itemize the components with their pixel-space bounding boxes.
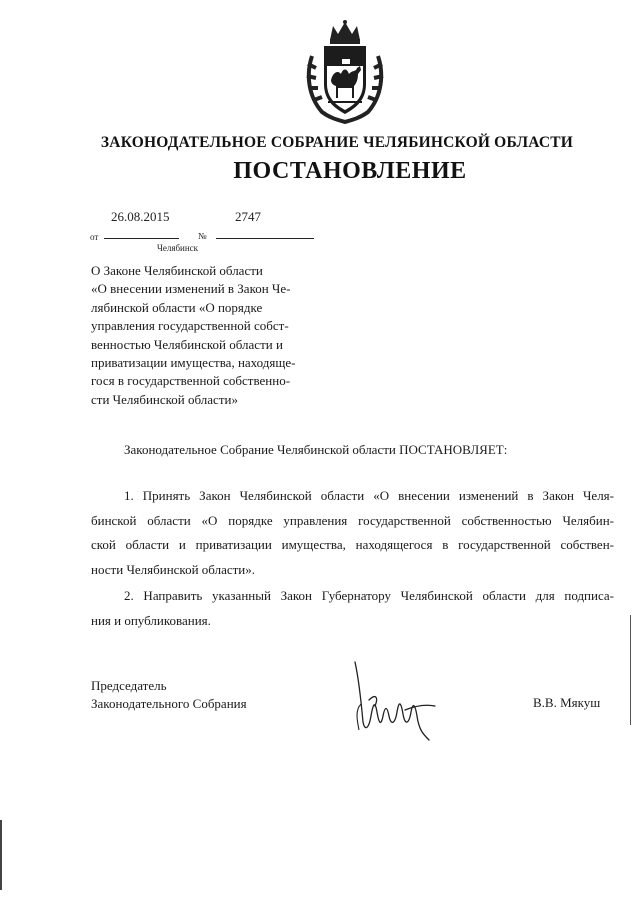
organization-title: ЗАКОНОДАТЕЛЬНОЕ СОБРАНИЕ ЧЕЛЯБИНСКОЙ ОБЛАСТИ — [100, 134, 574, 151]
number-underline — [216, 238, 314, 239]
position-line: Законодательного Собрания — [91, 696, 247, 711]
item-1-paragraph — [91, 484, 614, 582]
paragraph-line: ния и опубликования. — [91, 612, 211, 628]
subject-line: О Законе Челябинской области — [91, 263, 263, 278]
item-2-paragraph — [91, 584, 614, 633]
decree-statement: Законодательное Собрание Челябинской области ПОСТАНОВЛЯЕТ: — [124, 442, 508, 457]
scan-artifact-line — [0, 820, 2, 890]
paragraph-line: 1. Принять Закон Челябинской области «О внесении изменений в Закон Челя- — [124, 488, 614, 503]
coat-of-arms-icon — [300, 14, 390, 126]
subject-line: лябинской области «О порядке — [91, 299, 263, 315]
subject-line: гося в государственной собственно- — [91, 373, 291, 389]
subject-line: «О внесении изменений в Закон Че- — [91, 281, 291, 297]
signatory-position — [91, 677, 247, 713]
paragraph-line: ности Челябинской области». — [91, 561, 255, 577]
paragraph-line: 2. Направить указанный Закон Губернатору Челябинской области для подписа- — [124, 588, 614, 603]
number-label: № — [198, 231, 207, 241]
subject-line: управления государственной собст- — [91, 318, 289, 334]
date-underline — [104, 238, 179, 239]
subject-line: венностью Челябинской области и — [91, 336, 283, 352]
paragraph-line: бинской области «О порядке управления государственной собственностью Челябин- — [91, 512, 614, 528]
scan-artifact-line — [630, 615, 631, 725]
city-label: Челябинск — [157, 243, 199, 253]
subject-line: сти Челябинской области» — [91, 391, 238, 407]
document-subject — [91, 262, 319, 409]
document-type-title: ПОСТАНОВЛЕНИЕ — [233, 158, 467, 184]
paragraph-line: ской области и приватизации имущества, находящегося в государственной собствен- — [91, 537, 614, 553]
from-label: от — [90, 232, 99, 242]
handwritten-signature-icon — [345, 660, 445, 750]
document-date: 26.08.2015 — [111, 209, 170, 224]
subject-line: приватизации имущества, находяще- — [91, 355, 296, 371]
position-line: Председатель — [91, 678, 167, 693]
document-number: 2747 — [235, 209, 261, 224]
signatory-name: В.В. Мякуш — [533, 695, 601, 710]
